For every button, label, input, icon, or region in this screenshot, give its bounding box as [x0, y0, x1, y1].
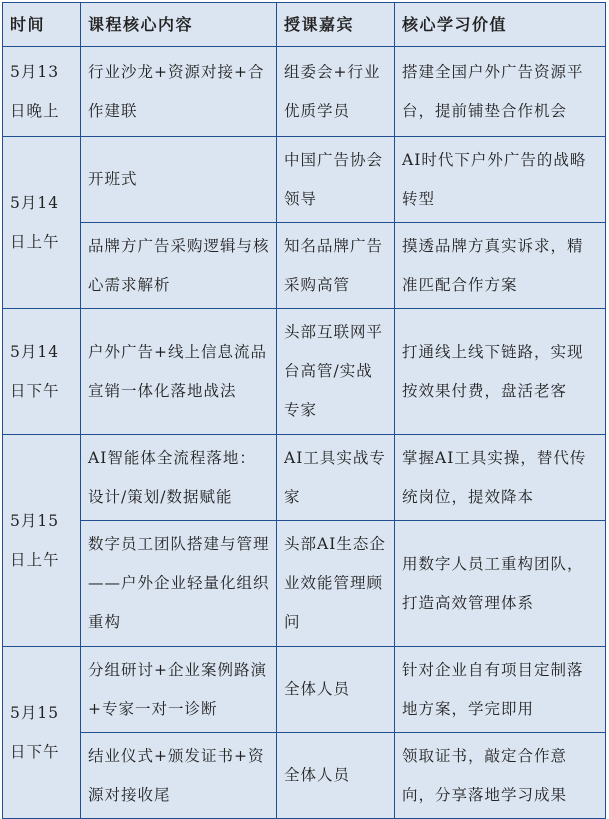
table-row — [3, 733, 606, 819]
value-cell — [395, 647, 606, 733]
speaker-cell — [277, 137, 395, 223]
content-text: 户外广告+线上信息流品宣销一体化落地战法 — [88, 342, 267, 400]
content-cell — [81, 309, 277, 435]
speaker-cell — [277, 733, 395, 819]
speaker-text: 头部AI生态企业效能管理顾问 — [284, 535, 386, 631]
value-cell — [395, 223, 606, 309]
speaker-text: 全体人员 — [284, 766, 351, 784]
header-speaker: 授课嘉宾 — [277, 3, 395, 47]
value-text: 针对企业自有项目定制落地方案，学完即用 — [402, 660, 584, 718]
content-text: 行业沙龙+资源对接+合作建联 — [88, 62, 265, 120]
speaker-text: 知名品牌广告采购高管 — [284, 236, 384, 294]
speaker-text: 全体人员 — [284, 680, 351, 698]
speaker-text: 头部互联网平台高管/实战专家 — [284, 323, 384, 419]
speaker-cell — [277, 435, 395, 521]
time-cell — [3, 435, 81, 647]
value-cell — [395, 435, 606, 521]
header-content: 课程核心内容 — [81, 3, 277, 47]
speaker-cell — [277, 521, 395, 647]
speaker-cell — [277, 47, 395, 137]
value-text: AI时代下户外广告的战略转型 — [402, 150, 587, 208]
time-text: 5月14日上午 — [10, 193, 60, 251]
content-text: 结业仪式+颁发证书+资源对接收尾 — [88, 746, 265, 804]
time-cell — [3, 47, 81, 137]
time-cell — [3, 647, 81, 819]
content-cell — [81, 647, 277, 733]
value-text: 掌握AI工具实操，替代传统岗位，提效降本 — [402, 448, 587, 506]
content-text: 开班式 — [88, 170, 138, 188]
time-cell — [3, 309, 81, 435]
time-text: 5月15日上午 — [10, 511, 60, 569]
content-text: 数字员工团队搭建与管理——户外企业轻量化组织重构 — [88, 535, 270, 631]
value-text: 搭建全国户外广告资源平台，提前铺垫合作机会 — [402, 62, 584, 120]
speaker-cell — [277, 223, 395, 309]
value-cell — [395, 137, 606, 223]
header-value: 核心学习价值 — [395, 3, 606, 47]
speaker-text: 组委会+行业优质学员 — [284, 62, 381, 120]
value-cell — [395, 309, 606, 435]
time-text: 5月13日晚上 — [10, 62, 60, 120]
content-cell — [81, 733, 277, 819]
value-text: 领取证书，敲定合作意向，分享落地学习成果 — [402, 746, 568, 804]
table-row — [3, 137, 606, 223]
value-cell — [395, 47, 606, 137]
header-time: 时间 — [3, 3, 81, 47]
content-cell — [81, 137, 277, 223]
table-row — [3, 647, 606, 733]
table-row — [3, 521, 606, 647]
value-text: 摸透品牌方真实诉求，精准匹配合作方案 — [402, 236, 584, 294]
table-row — [3, 223, 606, 309]
content-cell — [81, 47, 277, 137]
content-text: 分组研讨+企业案例路演+专家一对一诊断 — [88, 660, 267, 718]
table-row — [3, 309, 606, 435]
time-text: 5月15日下午 — [10, 703, 60, 761]
time-cell — [3, 137, 81, 309]
speaker-cell — [277, 647, 395, 733]
course-schedule-table — [2, 2, 606, 819]
table-row — [3, 47, 606, 137]
table-row — [3, 435, 606, 521]
content-text: 品牌方广告采购逻辑与核心需求解析 — [88, 236, 270, 294]
value-cell — [395, 733, 606, 819]
content-cell — [81, 435, 277, 521]
content-text: AI智能体全流程落地：设计/策划/数据赋能 — [88, 448, 256, 506]
speaker-cell — [277, 309, 395, 435]
time-text: 5月14日下午 — [10, 342, 60, 400]
speaker-text: 中国广告协会领导 — [284, 150, 384, 208]
header-row — [3, 3, 606, 47]
value-cell — [395, 521, 606, 647]
content-cell — [81, 223, 277, 309]
value-text: 用数字人员工重构团队，打造高效管理体系 — [402, 554, 584, 612]
content-cell — [81, 521, 277, 647]
speaker-text: AI工具实战专家 — [284, 448, 386, 506]
value-text: 打通线上线下链路，实现按效果付费，盘活老客 — [402, 342, 584, 400]
